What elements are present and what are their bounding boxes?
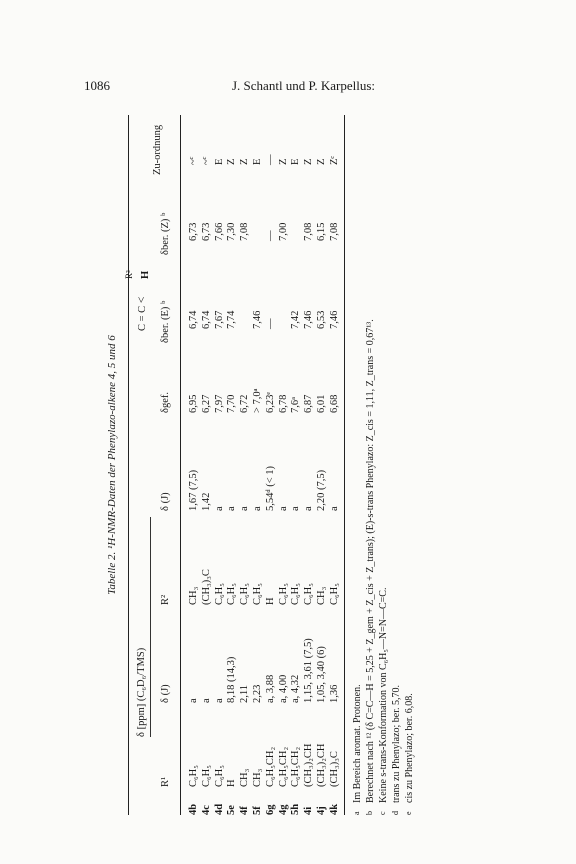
cell-r1: (CH₃)₂CH bbox=[303, 743, 315, 787]
cell-delta-ber-z: 7,30 bbox=[226, 222, 238, 241]
cell-delta-j2: 1,67 (7,5) bbox=[188, 469, 199, 511]
cell-r1: CH₃ bbox=[239, 768, 251, 787]
cell-delta-gef: 6,78 bbox=[277, 394, 289, 413]
cell-r1: C₆H₅ bbox=[213, 765, 225, 787]
cell-delta-ber-e: 7,74 bbox=[226, 310, 238, 329]
structure-h: H bbox=[140, 270, 151, 279]
cell-delta-j2: a bbox=[290, 506, 302, 511]
cell-delta-j1: a, 4,32 bbox=[290, 674, 302, 703]
cell-delta-ber-z: 6,73 bbox=[200, 222, 212, 241]
table-row bbox=[278, 115, 290, 815]
cell-delta-j2: a bbox=[213, 506, 225, 511]
row-id: 4f bbox=[239, 806, 251, 815]
cell-zuordnung: Z bbox=[303, 158, 315, 165]
table-row bbox=[214, 115, 226, 815]
row-id: 4b bbox=[188, 803, 199, 815]
cell-delta-gef: 6,95 bbox=[188, 394, 199, 413]
cell-r1: C₆H₅CH₂ bbox=[290, 746, 302, 787]
cell-r2: CH₃ bbox=[316, 586, 327, 605]
cell-delta-j2: 5,54ᵈ (< 1) bbox=[264, 465, 276, 511]
cell-delta-ber-z: 7,08 bbox=[328, 222, 340, 241]
table-row bbox=[303, 115, 315, 815]
cell-delta-ber-e: 7,67 bbox=[213, 310, 225, 329]
cell-r2: C₆H₅ bbox=[239, 583, 251, 605]
cell-zuordnung: Z bbox=[277, 158, 289, 165]
cell-r2: C₆H₅ bbox=[226, 583, 238, 605]
cell-r1: (CH₃)₂CH bbox=[316, 743, 327, 787]
footnote-mark: c bbox=[378, 811, 387, 815]
cell-delta-j1: a bbox=[200, 698, 212, 703]
cell-delta-ber-z: 7,08 bbox=[239, 222, 251, 241]
row-id: 6g bbox=[264, 804, 276, 815]
structure-r2: R² bbox=[124, 270, 134, 279]
col-zuordnung-header: Zu-ordnung bbox=[152, 124, 163, 175]
footnote-mark: d bbox=[391, 811, 400, 815]
row-id: 4j bbox=[316, 806, 327, 815]
cell-delta-j1: a bbox=[213, 698, 225, 703]
cell-delta-ber-e: 6,74 bbox=[188, 310, 199, 329]
cell-r1: C₆H₅CH₂ bbox=[277, 746, 289, 787]
footnote bbox=[391, 115, 402, 815]
cell-delta-j2: a bbox=[226, 506, 238, 511]
cell-r2: C₆H₅ bbox=[213, 583, 225, 605]
cell-delta-j1: a bbox=[188, 698, 199, 703]
col-delta-gef-header: δgef. bbox=[160, 392, 171, 413]
cell-r2: C₆H₅ bbox=[277, 583, 289, 605]
cell-delta-gef: 6,68 bbox=[328, 394, 340, 413]
footnote-text: Berechnet nach ¹² (δ C=C—H = 5,25 + Z_gem + Z_cis + Z_trans); (E)-s-trans Phenylazo: Z_cis = 1,11, Z_trans = 0,67¹³. bbox=[365, 319, 376, 803]
table-caption-text: ¹H-NMR-Daten der Phenylazo-alkene 4, 5 und 6 bbox=[106, 335, 118, 550]
table-row bbox=[316, 115, 328, 815]
table-caption-label: Tabelle 2. bbox=[106, 551, 118, 595]
cell-delta-ber-z: 6,73 bbox=[188, 222, 199, 241]
cell-zuordnung: Z bbox=[226, 158, 238, 165]
cell-delta-gef: 7,70 bbox=[226, 394, 238, 413]
table-row bbox=[201, 115, 213, 815]
cell-r1: C₆H₅ bbox=[200, 765, 212, 787]
cell-delta-gef: 6,72 bbox=[239, 394, 251, 413]
cell-delta-ber-z: 7,00 bbox=[277, 222, 289, 241]
footnote-text: trans zu Phenylazo; ber. 5,70. bbox=[391, 684, 402, 803]
table-caption bbox=[106, 115, 118, 815]
cell-delta-j2: 2,20 (7,5) bbox=[316, 469, 327, 511]
structure-header bbox=[124, 270, 151, 331]
col-r1-header: R¹ bbox=[160, 776, 171, 787]
row-id: 5e bbox=[226, 805, 238, 815]
cell-zuordnung: ~ᶜ bbox=[188, 156, 199, 165]
row-id: 5h bbox=[290, 803, 302, 815]
cell-zuordnung: Z bbox=[239, 158, 251, 165]
cell-delta-j1: 2,23 bbox=[252, 684, 263, 703]
cell-delta-ber-e: 6,74 bbox=[200, 310, 212, 329]
cell-r1: (CH₃)₃C bbox=[328, 751, 340, 787]
cell-delta-ber-e: 7,46 bbox=[252, 310, 263, 329]
cell-delta-ber-e: 7,46 bbox=[303, 310, 315, 329]
footnote bbox=[404, 115, 415, 815]
structure-bond: < bbox=[134, 296, 148, 304]
cell-r2: H bbox=[264, 597, 276, 605]
table-row bbox=[226, 115, 238, 815]
cell-r2: C₆H₅ bbox=[290, 583, 302, 605]
table-row bbox=[329, 115, 341, 815]
cell-delta-j1: 2,11 bbox=[239, 685, 251, 703]
row-id: 4i bbox=[303, 806, 315, 815]
group-header: δ [ppm] (C₆D₆/TMS) bbox=[136, 647, 147, 737]
cell-delta-gef: > 7,0ᵃ bbox=[252, 388, 263, 413]
col-delta-j2-header: δ (J) bbox=[160, 492, 171, 511]
cell-r1: C₆H₅CH₂ bbox=[264, 746, 276, 787]
cell-zuordnung: E bbox=[290, 158, 302, 165]
table-row bbox=[252, 115, 264, 815]
running-header-authors: J. Schantl und P. Karpellus: bbox=[232, 78, 375, 93]
cell-zuordnung: Z bbox=[316, 158, 327, 165]
row-id: 4c bbox=[200, 805, 212, 815]
structure-cc: C = C bbox=[137, 305, 148, 331]
cell-r1: H bbox=[226, 779, 238, 787]
footnote-mark: e bbox=[404, 811, 413, 815]
header-rule bbox=[180, 115, 181, 815]
cell-delta-gef: 6,23ᵉ bbox=[264, 391, 276, 413]
cell-delta-j1: 8,18 (14,3) bbox=[226, 656, 238, 703]
row-id: 5f bbox=[252, 806, 263, 815]
cell-zuordnung: E bbox=[213, 158, 225, 165]
footnote-text: Keine s-trans-Konformation von C₆H₅—N=N—C=C. bbox=[378, 587, 389, 803]
cell-zuordnung: — bbox=[264, 154, 276, 165]
cell-delta-ber-e: 7,46 bbox=[328, 310, 340, 329]
table-row bbox=[188, 115, 200, 815]
cell-r2: C₆H₅ bbox=[328, 583, 340, 605]
cell-delta-ber-e: 6,53 bbox=[316, 310, 327, 329]
cell-delta-gef: 7,6ᵃ bbox=[290, 397, 302, 413]
cell-delta-j1: 1,05, 3,40 (6) bbox=[316, 646, 327, 703]
cell-delta-gef: 6,87 bbox=[303, 394, 315, 413]
cell-r2: (CH₃)₃C bbox=[200, 569, 212, 605]
cell-delta-j2: a bbox=[303, 506, 315, 511]
bottom-rule bbox=[344, 115, 345, 815]
cell-delta-ber-z: 7,66 bbox=[213, 222, 225, 241]
cell-delta-ber-e: 7,42 bbox=[290, 310, 302, 329]
cell-delta-ber-z: 7,08 bbox=[303, 222, 315, 241]
cell-delta-j2: a bbox=[252, 506, 263, 511]
cell-delta-j1: 1,15, 3,61 (7,5) bbox=[303, 638, 315, 703]
cell-delta-j2: 1,42 bbox=[200, 492, 212, 511]
page-number: 1086 bbox=[84, 78, 110, 93]
col-delta-j1-header: δ (J) bbox=[160, 684, 171, 703]
footnote bbox=[365, 115, 376, 815]
cell-r1: C₆H₅ bbox=[188, 765, 199, 787]
table-row bbox=[290, 115, 302, 815]
cell-delta-gef: 7,97 bbox=[213, 394, 225, 413]
cell-delta-ber-z: — bbox=[264, 230, 276, 241]
cell-zuordnung: E bbox=[252, 158, 263, 165]
cell-delta-ber-z: 6,15 bbox=[316, 222, 327, 241]
table-row bbox=[265, 115, 277, 815]
cell-zuordnung: Zᶜ bbox=[328, 155, 340, 165]
footnote-mark: a bbox=[352, 811, 361, 815]
table-row bbox=[239, 115, 251, 815]
cell-r1: CH₃ bbox=[252, 768, 263, 787]
footnote-text: Im Bereich aromat. Protonen. bbox=[352, 684, 363, 803]
footnote-mark: b bbox=[365, 811, 374, 815]
top-rule bbox=[128, 115, 129, 815]
cell-delta-j2: a bbox=[277, 506, 289, 511]
cell-delta-j2: a bbox=[239, 506, 251, 511]
cell-delta-gef: 6,27 bbox=[200, 394, 212, 413]
footnote bbox=[352, 115, 363, 815]
row-id: 4g bbox=[277, 804, 289, 815]
cell-delta-ber-e: — bbox=[264, 318, 276, 329]
cell-delta-j1: 1,36 bbox=[328, 684, 340, 703]
cell-r2: C₆H₅ bbox=[303, 583, 315, 605]
col-delta-ber-z-header: δber. (Z) ᵇ bbox=[160, 212, 171, 255]
footnote-text: cis zu Phenylazo; ber. 6,08. bbox=[404, 693, 415, 803]
cell-r2: CH₃ bbox=[188, 586, 199, 605]
col-delta-ber-e-header: δber. (E) ᵇ bbox=[160, 300, 171, 343]
cell-delta-j1: a, 3,88 bbox=[264, 674, 276, 703]
row-id: 4d bbox=[213, 803, 225, 815]
cell-zuordnung: ~ᶜ bbox=[200, 156, 212, 165]
cell-r2: C₆H₅ bbox=[252, 583, 263, 605]
group-underline bbox=[150, 517, 151, 737]
row-id: 4k bbox=[328, 803, 340, 815]
footnote bbox=[378, 115, 389, 815]
cell-delta-j2: a bbox=[328, 506, 340, 511]
rotated-table bbox=[100, 115, 474, 815]
cell-delta-j1: a, 4,00 bbox=[277, 674, 289, 703]
cell-delta-gef: 6,01 bbox=[316, 394, 327, 413]
col-r2-header: R² bbox=[160, 594, 171, 605]
